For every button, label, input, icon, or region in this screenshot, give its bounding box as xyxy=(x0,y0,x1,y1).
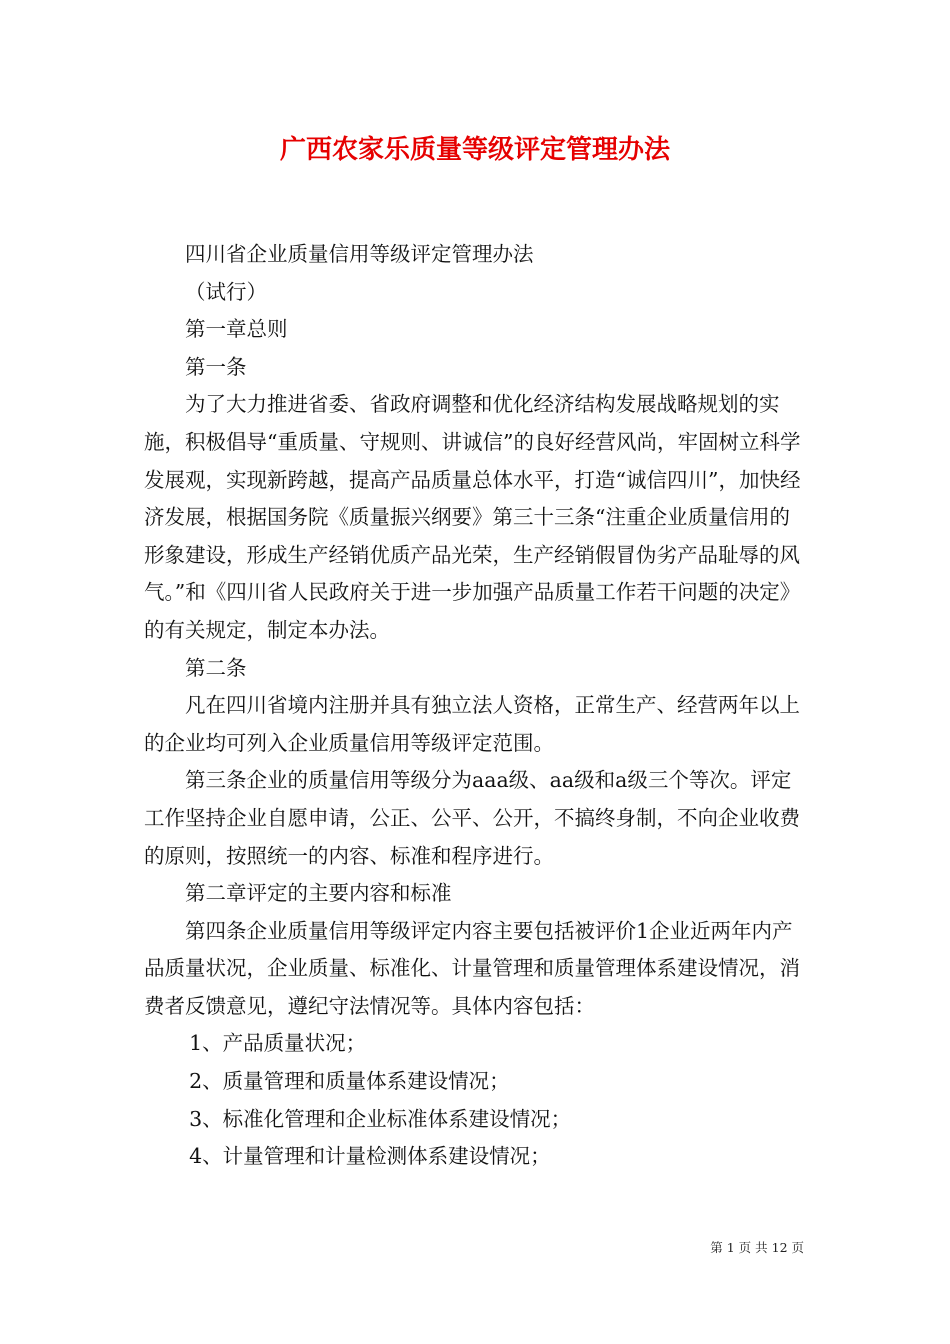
chapter-heading: 第二章评定的主要内容和标准 xyxy=(185,881,452,906)
list-item: 2、质量管理和质量体系建设情况； xyxy=(189,1069,510,1094)
subtitle-paragraph: 四川省企业质量信用等级评定管理办法 xyxy=(185,242,534,266)
document-title: 广西农家乐质量等级评定管理办法 xyxy=(279,135,670,165)
document-body xyxy=(144,236,808,1176)
body-paragraph: 为了大力推进省委、省政府调整和优化经济结构发展战略规划的实施，积极倡导“重质量、守规则、讲诚信”的良好经营风尚，牢固树立科学发展观，实现新跨越，提高产品质量总体水平，打造“诚信四川”，加快经济发展，根据国务院《质量振兴纲要》第三十三条“注重企业质量信用的形象建设，形成生产经销优质产品光荣，生产经销假冒伪劣产品耻辱的风气。”和《四川省人民政府关于进一步加强产品质量工作若干问题的决定》的有关规定，制定本办法。 xyxy=(144,392,801,642)
list-item: 1、产品质量状况； xyxy=(189,1031,367,1056)
body-paragraph: 凡在四川省境内注册并具有独立法人资格，正常生产、经营两年以上的企业均可列入企业质量信用等级评定范围。 xyxy=(144,693,800,755)
chapter-heading: 第一章总则 xyxy=(185,317,288,342)
body-paragraph: 第三条企业的质量信用等级分为aaa级、aa级和a级三个等次。评定工作坚持企业自愿申请，公正、公平、公开，不搞终身制，不向企业收费的原则，按照统一的内容、标准和程序进行。 xyxy=(144,768,800,868)
list-item: 3、标准化管理和企业标准体系建设情况； xyxy=(189,1106,572,1131)
list-item: 4、计量管理和计量检测体系建设情况； xyxy=(189,1144,551,1169)
article-heading: 第一条 xyxy=(185,354,247,379)
body-paragraph: 第四条企业质量信用等级评定内容主要包括被评价1企业近两年内产品质量状况，企业质量、标准化、计量管理和质量管理体系建设情况，消费者反馈意见，遵纪守法情况等。具体内容包括： xyxy=(144,918,800,1018)
trial-note-paragraph: （试行） xyxy=(185,279,267,304)
page-footer: 第 1 页 共 12 页 xyxy=(710,1240,804,1255)
article-heading: 第二条 xyxy=(185,655,247,680)
